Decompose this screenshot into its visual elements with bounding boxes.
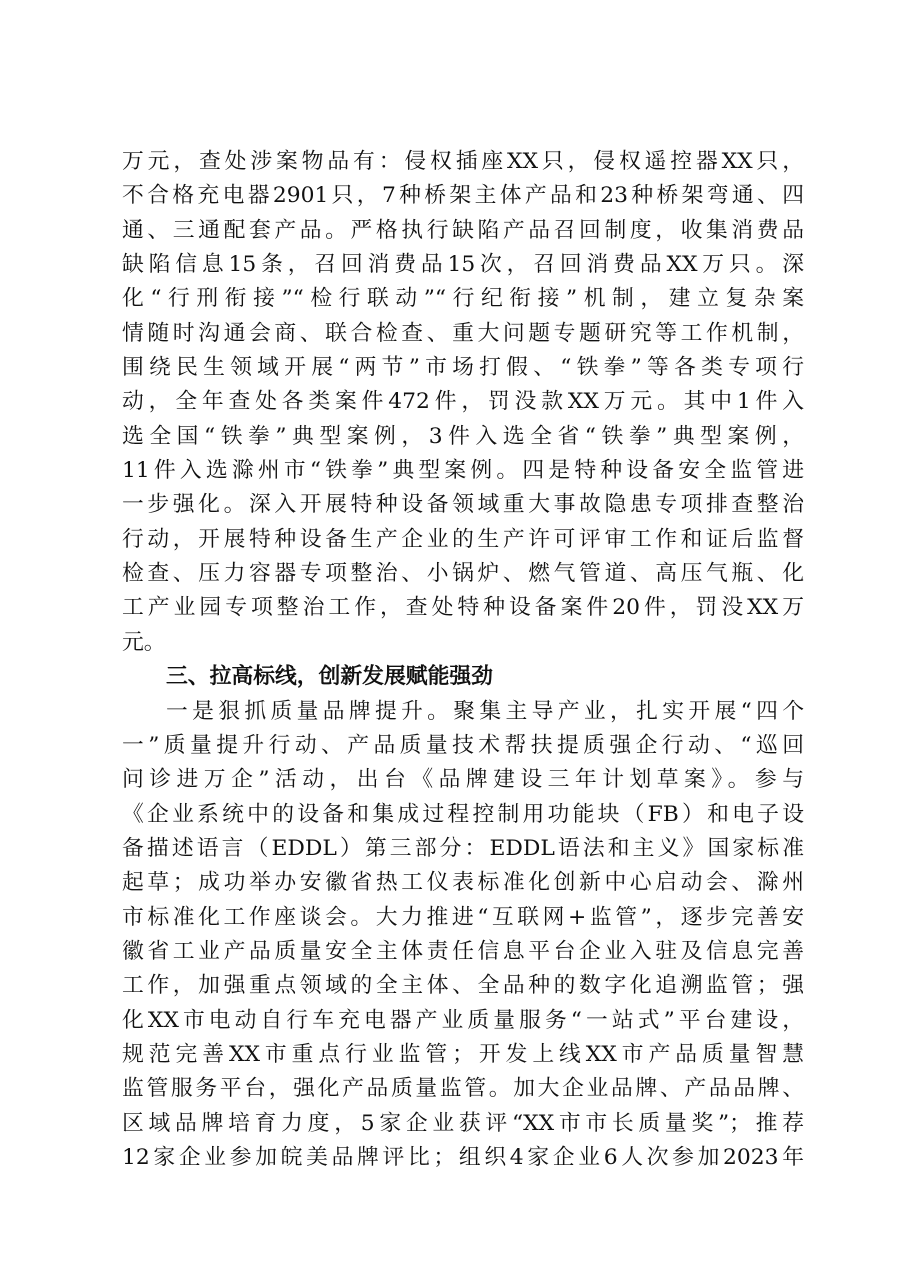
paragraph-line: 不合格充电器2901只，7种桥架主体产品和23种桥架弯通、四: [122, 183, 804, 209]
paragraph-line: 选全国“铁拳”典型案例，3件入选全省“铁拳”典型案例，: [122, 423, 804, 449]
paragraph-line: 通、三通配套产品。严格执行缺陷产品召回制度，收集消费品: [122, 217, 804, 243]
paragraph-line: 备描述语言（EDDL）第三部分：EDDL语法和主义》国家标准: [122, 835, 804, 861]
paragraph-line: 工作，加强重点领域的全主体、全品种的数字化追溯监管；强: [122, 973, 804, 999]
paragraph-line: 一”质量提升行动、产品质量技术帮扶提质强企行动、“巡回: [122, 732, 804, 758]
paragraph-line: 围绕民生领域开展“两节”市场打假、“铁拳”等各类专项行: [122, 355, 804, 381]
paragraph-line: 工产业园专项整治工作，查处特种设备案件20件，罚没XX万: [122, 595, 804, 621]
paragraph-line: 11件入选滁州市“铁拳”典型案例。四是特种设备安全监管进: [122, 458, 804, 484]
paragraph-line: 规范完善XX市重点行业监管；开发上线XX市产品质量智慧: [122, 1041, 804, 1067]
document-body: [122, 145, 804, 1175]
paragraph-line: 一是狠抓质量品牌提升。聚集主导产业，扎实开展“四个: [166, 698, 804, 724]
paragraph-line: 市标准化工作座谈会。大力推进“互联网+监管”，逐步完善安: [122, 904, 804, 930]
paragraph-line: 检查、压力容器专项整治、小锅炉、燃气管道、高压气瓶、化: [122, 561, 804, 587]
paragraph-line: 问诊进万企”活动，出台《品牌建设三年计划草案》。参与: [122, 767, 804, 793]
paragraph-line: 起草；成功举办安徽省热工仪表标准化创新中心启动会、滁州: [122, 870, 804, 896]
paragraph-line: 缺陷信息15条，召回消费品15次，召回消费品XX万只。深: [122, 252, 804, 278]
paragraph-line: 《企业系统中的设备和集成过程控制用功能块（FB）和电子设: [122, 801, 804, 827]
paragraph-line: 一步强化。深入开展特种设备领域重大事故隐患专项排查整治: [122, 492, 804, 518]
paragraph-line: 徽省工业产品质量安全主体责任信息平台企业入驻及信息完善: [122, 938, 804, 964]
paragraph-line: 元。: [122, 629, 166, 655]
paragraph-line: 区域品牌培育力度，5家企业获评“XX市市长质量奖”；推荐: [122, 1110, 804, 1136]
paragraph-line: 化“行刑衔接”“检行联动”“行纪衔接”机制，建立复杂案: [122, 286, 804, 312]
paragraph-line: 化XX市电动自行车充电器产业质量服务“一站式”平台建设，: [122, 1007, 804, 1033]
paragraph-line: 情随时沟通会商、联合检查、重大问题专题研究等工作机制，: [122, 320, 804, 346]
paragraph-line: 监管服务平台，强化产品质量监管。加大企业品牌、产品品牌、: [122, 1076, 804, 1102]
paragraph-line: 12家企业参加皖美品牌评比；组织4家企业6人次参加2023年: [122, 1144, 804, 1170]
section-heading: 三、拉高标线，创新发展赋能强劲: [166, 664, 493, 690]
paragraph-line: 动，全年查处各类案件472件，罚没款XX万元。其中1件入: [122, 389, 804, 415]
paragraph-line: 行动，开展特种设备生产企业的生产许可评审工作和证后监督: [122, 526, 804, 552]
paragraph-line: 万元，查处涉案物品有：侵权插座XX只，侵权遥控器XX只，: [122, 149, 804, 174]
